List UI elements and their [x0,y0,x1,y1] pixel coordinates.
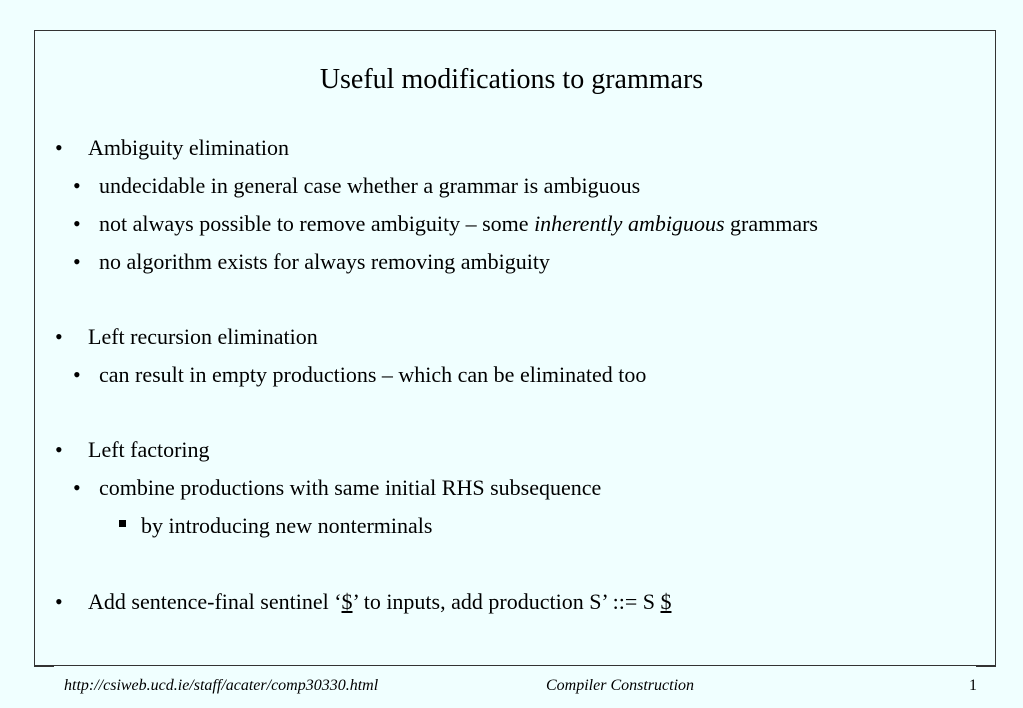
bullet-icon: • [73,362,81,387]
bullet-icon: • [55,135,63,160]
point-undecidable: undecidable in general case whether a grammar is ambiguous [99,173,641,198]
sentinel-symbol: $ [660,589,672,614]
subpoint-new-nonterminals: by introducing new nonterminals [141,513,433,538]
section-heading-ambiguity: Ambiguity elimination [88,135,290,160]
point-empty-productions: can result in empty productions – which can be eliminated too [99,362,647,387]
bullet-icon: • [73,211,81,236]
point-text: grammars [724,211,818,236]
bullet-icon: • [73,173,81,198]
footer-course: Compiler Construction [546,677,695,694]
heading-text: ’ to inputs, add production S’ ::= S [352,589,661,614]
point-not-always-possible [99,210,818,238]
heading-text: Add sentence-final sentinel ‘ [88,589,342,614]
frame-tick-right [976,665,996,667]
bullet-icon: • [55,437,63,462]
sentinel-symbol: $ [341,589,353,614]
bullet-icon: • [73,475,81,500]
footer-page-number: 1 [969,677,977,694]
bullet-icon: • [73,249,81,274]
point-text: not always possible to remove ambiguity – some [99,211,535,236]
square-bullet-icon [119,520,126,527]
section-heading-sentinel [88,588,671,616]
section-heading-left-recursion: Left recursion elimination [88,324,318,349]
footer-url: http://csiweb.ucd.ie/staff/acater/comp30330.html [64,677,379,694]
frame-tick-left [34,665,54,667]
slide-title: Useful modifications to grammars [319,64,704,95]
point-no-algorithm: no algorithm exists for always removing ambiguity [99,249,550,274]
point-combine-productions: combine productions with same initial RHS subsequence [99,475,602,500]
section-heading-left-factoring: Left factoring [88,437,210,462]
bullet-icon: • [55,324,63,349]
emphasis-inherently-ambiguous: inherently ambiguous [534,211,725,236]
bullet-icon: • [55,589,63,614]
